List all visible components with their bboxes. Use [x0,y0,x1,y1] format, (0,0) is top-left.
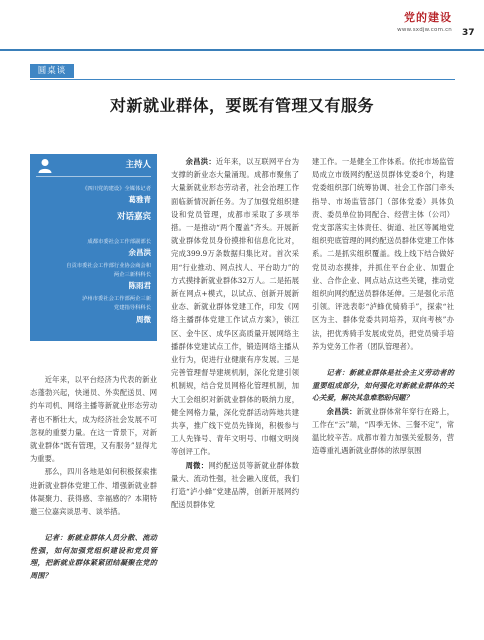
speaker-label: 余昌洪： [326,406,357,416]
guest1-affiliation: 成都市委社会工作部副部长 [87,239,151,245]
column-left [30,373,157,582]
guest3-name: 周微 [136,315,151,324]
answer-1-text: 近年来，以互联网平台为支撑的新业态大量涌现。成都市聚焦了大量新就业形态劳动者，社会治理工作面临新情况新任务。为了加强党组织建设和党员管理，成都市采取了多项举措。一是推动“两个覆盖”齐头。开展新就业群体党员身份摸排和信息化比对，完成399.9万条数据归集比对。首次采用“行业推动、网点找人、平台助力”的方式摸排新就业群体32万人。二是拓展新在网点+模式，以试点、创新开展新业态、新就业群体党建工作，印发《网络主播群体党建工作试点方案》，锁江区、金牛区、成华区高质量开展网络主播群体党建试点工作，锻造网络主播从业行为，促进行业健康有序发展。三是完善管理督导建规机制，深化党建引领机制规，结合党员网格化管理机制，加大工会组织对新就业群体的吸纳力度，健全网格力量，深化党群活动阵地共建共享，推广线下党员先锋岗，积极参与工人先锋号、青年文明号、巾帼文明岗等创评工作。 [171,157,300,457]
magazine-logo [372,10,452,40]
guest2-name: 陈雨君 [128,281,151,290]
guest2-affiliation-line1: 自贡市委社会工作部行业协会商会和 [66,263,151,269]
host-name: 葛雅青 [128,195,151,204]
column-tag: 圆桌谈 [30,64,74,78]
guest1-name: 余昌洪 [128,248,151,257]
page-number: 37 [462,28,475,38]
logo-text: 党的建设 [404,11,452,24]
question-2: 记者：新就业群体是社会主义劳动者的重要组成部分，如何强化对新就业群体的关心关爱，解决其急难愁盼问题？ [312,368,454,403]
speaker-label: 周微： [185,460,209,470]
column-right [312,155,454,457]
answer-2-text: 网约配送员等新就业群体数量大、流动性强，社会融入度低，我们打造“泸小蜂”党建品牌，创新开展网约配送员群体党 [171,460,300,510]
speaker-label: 余昌洪： [185,157,216,166]
answer-1-paragraph [171,155,299,459]
header-rule [0,49,484,51]
question-1: 记者：新就业群体人员分散、流动性强，如何加强党组织建设和党员管理，把新就业群体紧紧团结凝聚在党的周围？ [30,533,157,580]
guest3-affiliation-line1: 泸州市委社会工作部两企三新 [82,296,151,302]
masthead-url: www.sxdjw.com.cn [397,27,452,33]
answer-2-paragraph [171,459,299,512]
intro-paragraph-2: 那么，四川各地是如何积极探索推进新就业群体党建工作、增强新就业群体凝聚力、获得感、幸福感的？本期特邀三位嘉宾谈思考、谈举措。 [30,467,157,517]
answer-3-paragraph [312,405,454,458]
guest2-affiliation-line2: 两企三新科科长 [113,272,151,278]
guests-heading: 对话嘉宾 [116,212,151,222]
host-heading: 主持人 [125,160,151,170]
answer-2-continued: 建工作。一是健全工作体系。依托市场监管局成立市级网约配送员群体党委8个，构建党委组织部门统筹协调、社会工作部门牵头指导、市场监管部门（部体党委）具体负责、委员单位协同配合、经营主体（公司）党支部落实主体责任、街道、社区等属地党组织兜底管理的网约配送员群体党建工作体系。二是抓实组织覆盖。线上线下结合做好党员动态摸排，并抓住平台企业、加盟企业、合作企业、网点站点这些关键，推动党组织向网约配送员群体延伸。三是强化示范引领。评选表彰“泸蜂优骑骑手”，探索“社区为主、群体党委共同培养，双向考核”办法，把优秀骑手发展成党员，把党员骑手培养为党务工作者（团队管理者）。 [312,157,454,351]
article-title: 对新就业群体，要既有管理又有服务 [109,96,374,115]
guest3-affiliation-line2: 党建指导科科长 [113,305,151,311]
host-panel [30,154,157,341]
intro-paragraph: 近年来，以平台经济为代表的新业态蓬勃兴起，快递员、外卖配送员、网约车司机、网络主播等新就业形态劳动者也不断壮大，成为经济社会发展不可忽视的重要力量。在这一背景下，对新就业群体“既有管理，又有服务”显得尤为重要。 [30,375,157,464]
host-affiliation: 《四川党的建设》全媒体记者 [82,186,151,192]
column-tag-rule [30,79,455,80]
host-divider [36,176,151,177]
person-icon [38,158,52,173]
column-middle [171,155,299,511]
answer-3-text: 新就业群体常年穿行在路上，工作在“云”端，“四季无休、三餐不定”，常温比较辛苦。成都市着力加强关爱服务，营造尊重礼遇新就业群体的浓厚氛围 [312,406,455,456]
